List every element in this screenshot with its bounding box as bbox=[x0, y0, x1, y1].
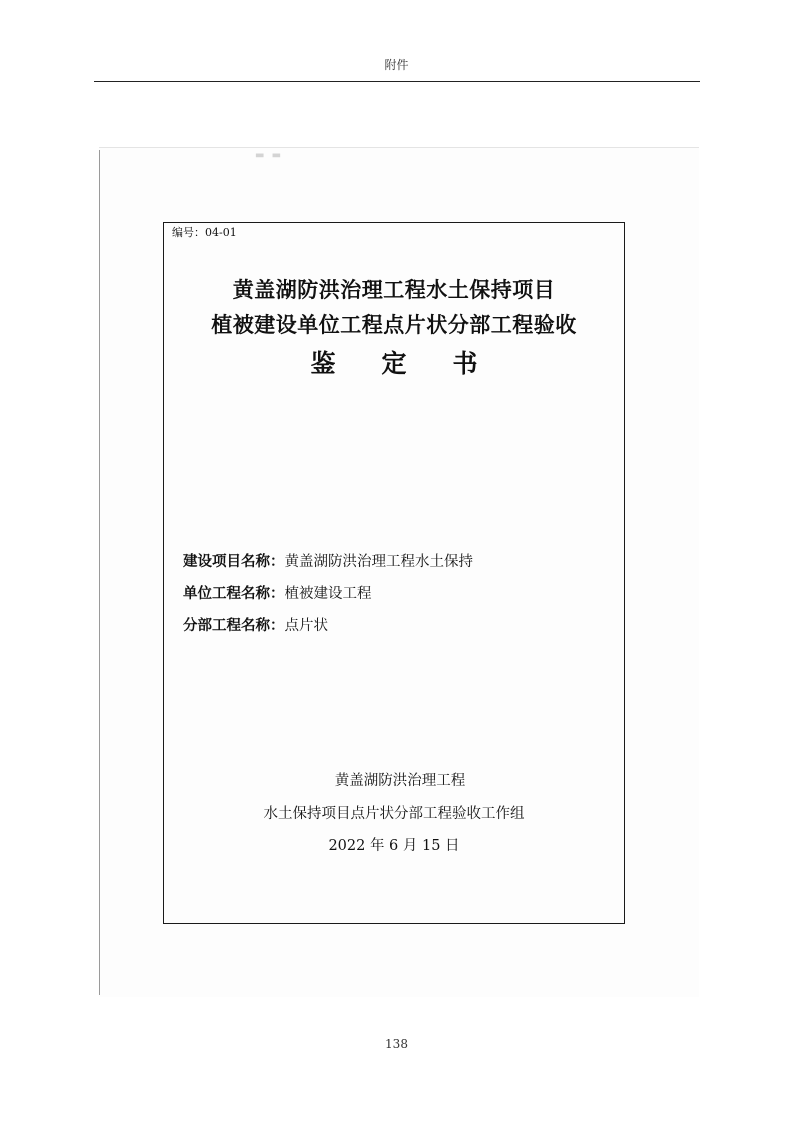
field-label: 分部工程名称： bbox=[183, 618, 285, 634]
field-sub-project bbox=[183, 614, 328, 635]
signature-working-group: 水土保持项目点片状分部工程验收工作组 bbox=[263, 806, 525, 822]
field-construction-project bbox=[183, 550, 473, 571]
page-header bbox=[0, 0, 793, 82]
field-label: 单位工程名称： bbox=[183, 586, 285, 602]
page-number: 138 bbox=[385, 1037, 408, 1051]
faint-stamp-mark: ▬ ▬ bbox=[255, 150, 284, 161]
signature-date: 2022 年 6 月 15 日 bbox=[328, 838, 460, 854]
field-value: 植被建设工程 bbox=[284, 586, 372, 602]
signature-organization: 黄盖湖防洪治理工程 bbox=[334, 773, 466, 789]
title-acceptance: 植被建设单位工程点片状分部工程验收 bbox=[211, 313, 577, 337]
scan-edge-top bbox=[99, 147, 699, 148]
field-value: 点片状 bbox=[284, 618, 328, 634]
scan-edge-left bbox=[99, 150, 100, 995]
field-unit-project bbox=[183, 582, 372, 603]
document-number: 编号：04-01 bbox=[172, 226, 237, 239]
attachment-label: 附件 bbox=[384, 58, 409, 72]
header-divider bbox=[94, 81, 700, 82]
field-label: 建设项目名称： bbox=[183, 554, 285, 570]
field-value: 黄盖湖防洪治理工程水土保持 bbox=[284, 554, 473, 570]
title-project: 黄盖湖防洪治理工程水土保持项目 bbox=[232, 278, 556, 302]
title-certificate: 鉴定书 bbox=[310, 349, 524, 378]
